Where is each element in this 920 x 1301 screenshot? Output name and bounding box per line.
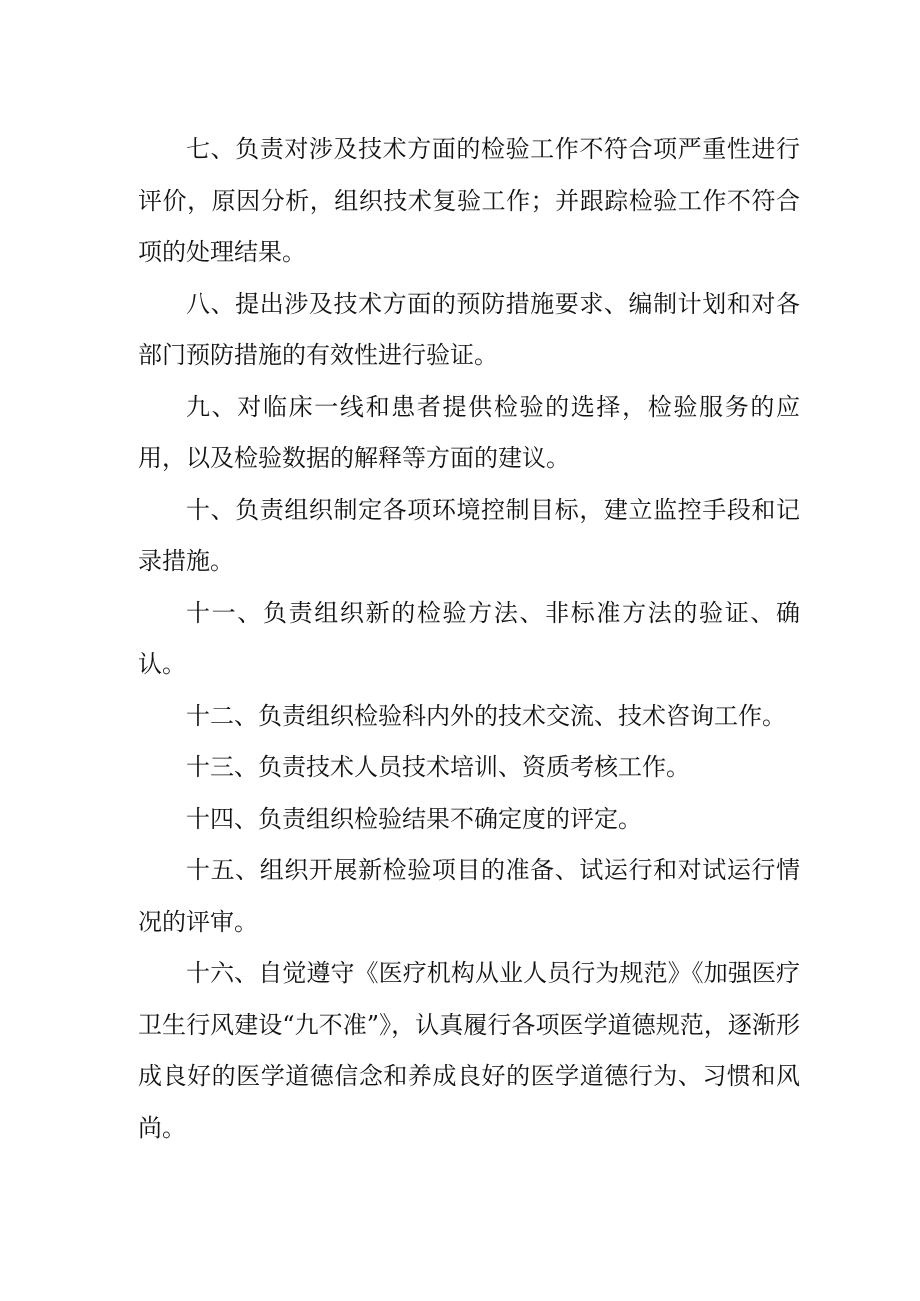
paragraph-11: 十一、负责组织新的检验方法、非标准方法的验证、确认。 [138,598,800,678]
paragraph-7: 七、负责对涉及技术方面的检验工作不符合项严重性进行评价，原因分析，组织技术复验工作；并跟踪检验工作不符合项的处理结果。 [138,135,800,266]
paragraph-8: 八、提出涉及技术方面的预防措施要求、编制计划和对各部门预防措施的有效性进行验证。 [138,289,800,369]
paragraph-9: 九、对临床一线和患者提供检验的选择，检验服务的应用，以及检验数据的解释等方面的建议。 [138,392,800,472]
paragraph-14: 十四、负责组织检验结果不确定度的评定。 [186,804,642,833]
paragraph-13: 十三、负责技术人员技术培训、资质考核工作。 [186,753,690,781]
paragraph-15: 十五、组织开展新检验项目的准备、试运行和对试运行情况的评审。 [138,856,800,936]
paragraph-12: 十二、负责组织检验科内外的技术交流、技术咨询工作。 [186,701,786,730]
paragraph-16: 十六、自觉遵守《医疗机构从业人员行为规范》《加强医疗卫生行风建设“九不准”》，认真履行各项医学道德规范，逐渐形成良好的医学道德信念和养成良好的医学道德行为、习惯和风尚。 [138,959,800,1142]
document-body [138,124,800,1154]
paragraph-10: 十、负责组织制定各项环境控制目标，建立监控手段和记录措施。 [138,495,800,575]
